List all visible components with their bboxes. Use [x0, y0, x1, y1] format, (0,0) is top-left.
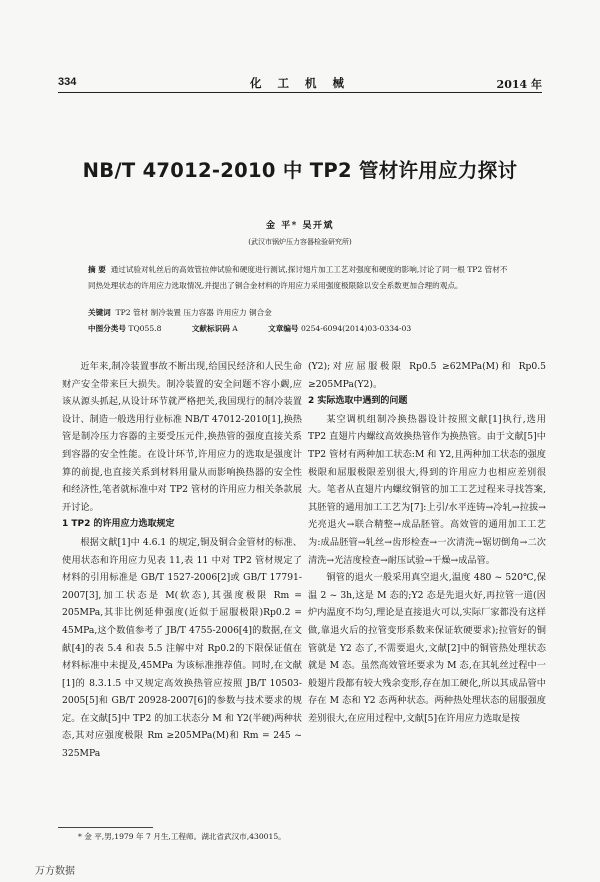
doc-code-label: 文献标识码 — [191, 324, 230, 333]
footnote-rule — [58, 827, 153, 828]
affiliation: (武汉市锅炉压力容器检验研究所) — [248, 238, 352, 246]
body-column-right — [308, 358, 546, 727]
classification-line — [88, 323, 528, 334]
paragraph: 近年来,制冷装置事故不断出现,给国民经济和人民生命财产安全带来巨大损失。制冷装置的安全问题不容小觑,应该从源头抓起,从设计环节就严格把关,我国现行的制冷装置设计、制造一般选用行业标准 NB/T 47012-2010[1],换热管是制冷压力容器的主要受压元件,换热管的强度直接关系到容器的安全性能。在设计环节,许用应力的选取是强度计算的前提,也直接关系到材料用量从而影响换热器的安全性和经济性,笔者就标准中对 TP2 管材的许用应力相关条款展开讨论。 — [62, 361, 302, 513]
article-no-label: 文章编号 — [268, 324, 299, 333]
paragraph: 根据文献[1]中 4.6.1 的规定,铜及铜合金管材的标准、使用状态和许用应力见表 11,表 11 中对 TP2 管材规定了材料的引用标准是 GB/T 1527-2006[2]或 GB/T 17791-2007[3],加工状态是 M(软态),其强度极限 Rm = 205MPa,其非比例延伸强度(近似于屈服极限)Rp0.2 = 45MPa,这个数值参考了 JB/T 4755-2006[4]的数据,在文献[4]的表 5.4 和表 5.5 注解中对 Rp0.2的下限保证值在材料标准中未提及,45MPa 为该标准推荐值。同时,在文献[1]的 8.3.1.5 中又规定高效换热管应按照 JB/T 10503-2005[5]和 GB/T 20928-2007[6]的参数与技术要求的规定。在文献[5]中 TP2 的加工状态分 M 和 Y2(半硬)两种状态,其对应强度极限 Rm ≥205MPa(M)和 Rm = 245 ~ 325MPa — [62, 536, 302, 760]
keywords — [88, 307, 510, 318]
doc-code-value: A — [232, 324, 238, 333]
clc-value: TQ055.8 — [128, 324, 162, 333]
abstract-text: 通过试验对轧丝后的高效管拉伸试验和硬度进行测试,探讨翅片加工工艺对强度和硬度的影响,讨论了同一根 TP2 管材不同热处理状态的许用应力选取情况,并提出了铜合金材料的许用应力采用强度极限除以安全系数更加合理的观点。 — [88, 265, 508, 290]
issue-year: 2014 年 — [496, 78, 542, 91]
article-title: NB/T 47012-2010 中 TP2 管材许用应力探讨 — [82, 159, 518, 182]
paragraph: 某空调机组制冷换热器设计按照文献[1]执行,选用 TP2 直翅片内螺纹高效换热管作为换热管。由于文献[5]中 TP2 管材有两种加工状态:M 和 Y2,且两种加工状态的强度极限和屈服极限差别很大,得到的许用应力也相应差别很大。笔者从直翅片内螺纹铜管的加工工艺过程来寻找答案,其胚管的通用加工工艺为[7]:上引/水平连铸→冷轧→拉拔→光亮退火→联合精整→成品胚管。高效管的通用加工工艺为:成品胚管→轧丝→齿形检查→一次清洗→锯切倒角→二次清洗→光洁度检查→耐压试验→干燥→成品管。 — [308, 413, 546, 566]
watermark: 万方数据 — [35, 866, 75, 877]
journal-name: 化 工 机 械 — [249, 76, 350, 90]
authors: 金 平* 吴开斌 — [266, 221, 334, 231]
section-heading: 2 实际选取中遇到的问题 — [308, 396, 408, 407]
paragraph: 铜管的退火一般采用真空退火,温度 480 ~ 520℃,保温 2 ~ 3h,这是 M 态的;Y2 态是先退火好,再拉管一道(因炉内温度不均匀,理论是直接退火可以,实际厂家都没有这样做,靠退火后的拉管变形系数来保证软硬要求);拉管好的铜管就是 Y2 态了,不需要退火,文献[2]中的铜管热处理状态就是 M 态。虽然高效管坯要求为 M 态,在其轧丝过程中一般翅片段都有较大残余变形,存在加工硬化,所以其成品管中存在 M 态和 Y2 态两种状态。两种热处理状态的屈服强度差别很大,在应用过程中,文献[5]在许用应力选取是按 — [308, 572, 546, 724]
paragraph: (Y2);对应屈服极限 Rp0.5 ≥62MPa(M)和 Rp0.5 ≥205MPa(Y2)。 — [308, 361, 546, 390]
keywords-label: 关键词 — [88, 308, 111, 317]
footnote: * 金 平,男,1979 年 7 月生,工程师。湖北省武汉市,430015。 — [78, 832, 286, 841]
abstract — [88, 262, 510, 294]
article-no-value: 0254-6094(2014)03-0334-03 — [300, 324, 412, 333]
section-heading: 1 TP2 的许用应力选取规定 — [62, 519, 175, 530]
clc-label: 中图分类号 — [88, 324, 126, 333]
page-number: 334 — [58, 76, 77, 88]
abstract-label: 摘 要 — [88, 265, 106, 274]
keywords-text: TP2 管材 制冷装置 压力容器 许用应力 铜合金 — [115, 308, 272, 317]
header-rule — [58, 92, 542, 93]
body-column-left — [62, 358, 302, 763]
